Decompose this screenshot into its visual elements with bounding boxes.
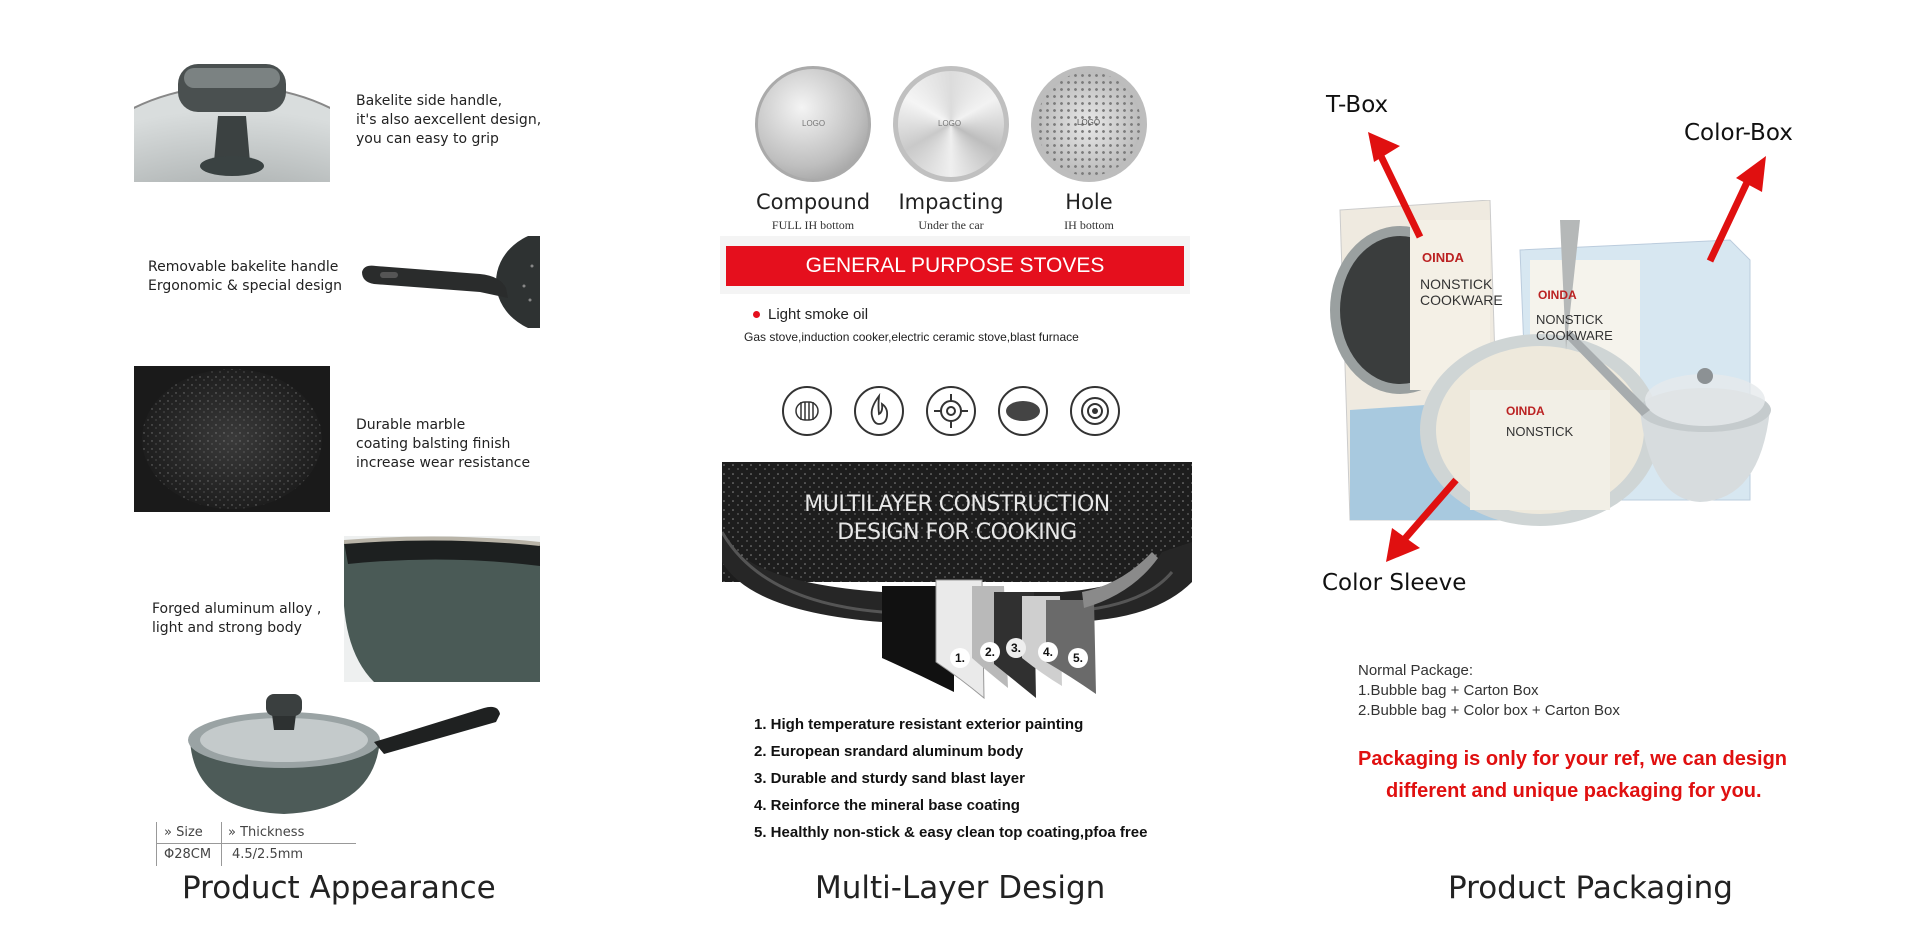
compound-sub: FULL IH bottom [771,218,855,232]
construction-title-2: DESIGN FOR COOKING [837,520,1077,545]
hole-sub: IH bottom [1064,218,1114,232]
construction-title-1: MULTILAYER CONSTRUCTION [804,492,1110,517]
layer-feature-4: 4. Reinforce the mineral base coating [754,797,1020,814]
feature-text-2: Removable bakelite handle Ergonomic & special design [148,259,343,294]
caption-multilayer-design: Multi-Layer Design [815,870,1106,906]
banner-text: GENERAL PURPOSE STOVES [805,254,1105,277]
layer-feature-3: 3. Durable and sturdy sand blast layer [754,770,1025,787]
layer-number-4: 4. [1038,642,1058,662]
logo-placeholder: LOGO [938,119,962,128]
colorbox-label: Color-Box [1684,120,1793,146]
flame-icon [854,386,904,436]
spec-table: » Size » Thickness Φ28CM 4.5/2.5mm [156,822,356,866]
color-sleeve-label: Color Sleeve [1322,570,1467,596]
normal-package-option-2: 2.Bubble bag + Color box + Carton Box [1358,702,1620,719]
light-smoke-oil-text: Light smoke oil [768,306,869,323]
impacting-sub: Under the car [918,218,984,232]
layer-number-2: 2. [980,642,1000,662]
size-header: Size [176,825,203,840]
coil-icon [782,386,832,436]
layer-feature-1: 1. High temperature resistant exterior painting [754,716,1084,733]
pan-body-image [344,536,540,682]
bullet-dot [753,311,760,318]
box-text-cookware-2: COOKWARE [1536,328,1613,343]
compound-label: Compound [755,190,871,214]
box-text-cookware-1: COOKWARE [1420,292,1503,308]
colorbox-arrow-icon [1700,156,1780,266]
normal-package-option-1: 1.Bubble bag + Carton Box [1358,682,1539,699]
box-text-nonstick-3: NONSTICK [1506,424,1574,439]
ceramic-plate-icon [998,386,1048,436]
logo-placeholder: LOGO [802,119,826,128]
handle-image [360,236,540,328]
feature-text-4: Forged aluminum alloy , light and strong body [152,601,322,636]
product-packaging-panel [1260,0,1920,947]
multilayer-design-panel [640,0,1260,947]
tbox-label: T-Box [1326,92,1389,118]
impacting-label: Impacting [898,190,1004,214]
packaging-note-2: different and unique packaging for you. [1386,780,1762,802]
layer-feature-2: 2. European srandard aluminum body [754,743,1024,760]
box-text-nonstick-2: NONSTICK [1536,312,1604,327]
layer-number-1: 1. [950,648,970,668]
wok-with-lid-image [184,690,504,820]
layer-number-3: 3. [1006,638,1026,658]
sleeve-arrow-icon [1380,476,1460,566]
gas-burner-icon [926,386,976,436]
brand-logo-1: OINDA [1422,250,1464,265]
hole-bottom-disk [1031,66,1147,182]
lid-knob-image [134,56,330,182]
layer-number-5: 5. [1068,648,1088,668]
thickness-header: Thickness [240,825,305,840]
brand-logo-2: OINDA [1538,288,1577,302]
general-purpose-banner [720,236,1190,294]
compound-bottom-disk [755,66,871,182]
induction-icon [1070,386,1120,436]
packaging-note-1: Packaging is only for your ref, we can design [1358,748,1788,770]
layer-feature-5: 5. Healthly non-stick & easy clean top coating,pfoa free [754,824,1148,841]
hole-label: Hole [1065,190,1113,214]
caption-product-packaging: Product Packaging [1448,870,1733,906]
box-text-nonstick-1: NONSTICK [1420,276,1493,292]
normal-package-title: Normal Package: [1358,662,1474,679]
tbox-arrow-icon [1360,132,1440,242]
stoves-text: Gas stove,induction cooker,electric ceramic stove,blast furnace [744,330,1079,344]
brand-logo-3: OINDA [1506,404,1545,418]
product-appearance-panel [0,0,640,947]
impacting-bottom-disk [893,66,1009,182]
feature-text-3: Durable marble coating balsting finish increase wear resistance [356,417,531,471]
multilayer-construction-image [722,462,1192,708]
size-value: Φ28CM [164,847,212,862]
feature-text-1: Bakelite side handle, it's also aexcellent design, you can easy to grip [356,93,542,147]
thickness-value: 4.5/2.5mm [232,847,304,862]
caption-product-appearance: Product Appearance [182,870,496,906]
logo-placeholder: LOGO [1077,118,1101,127]
marble-coating-image [134,366,330,512]
